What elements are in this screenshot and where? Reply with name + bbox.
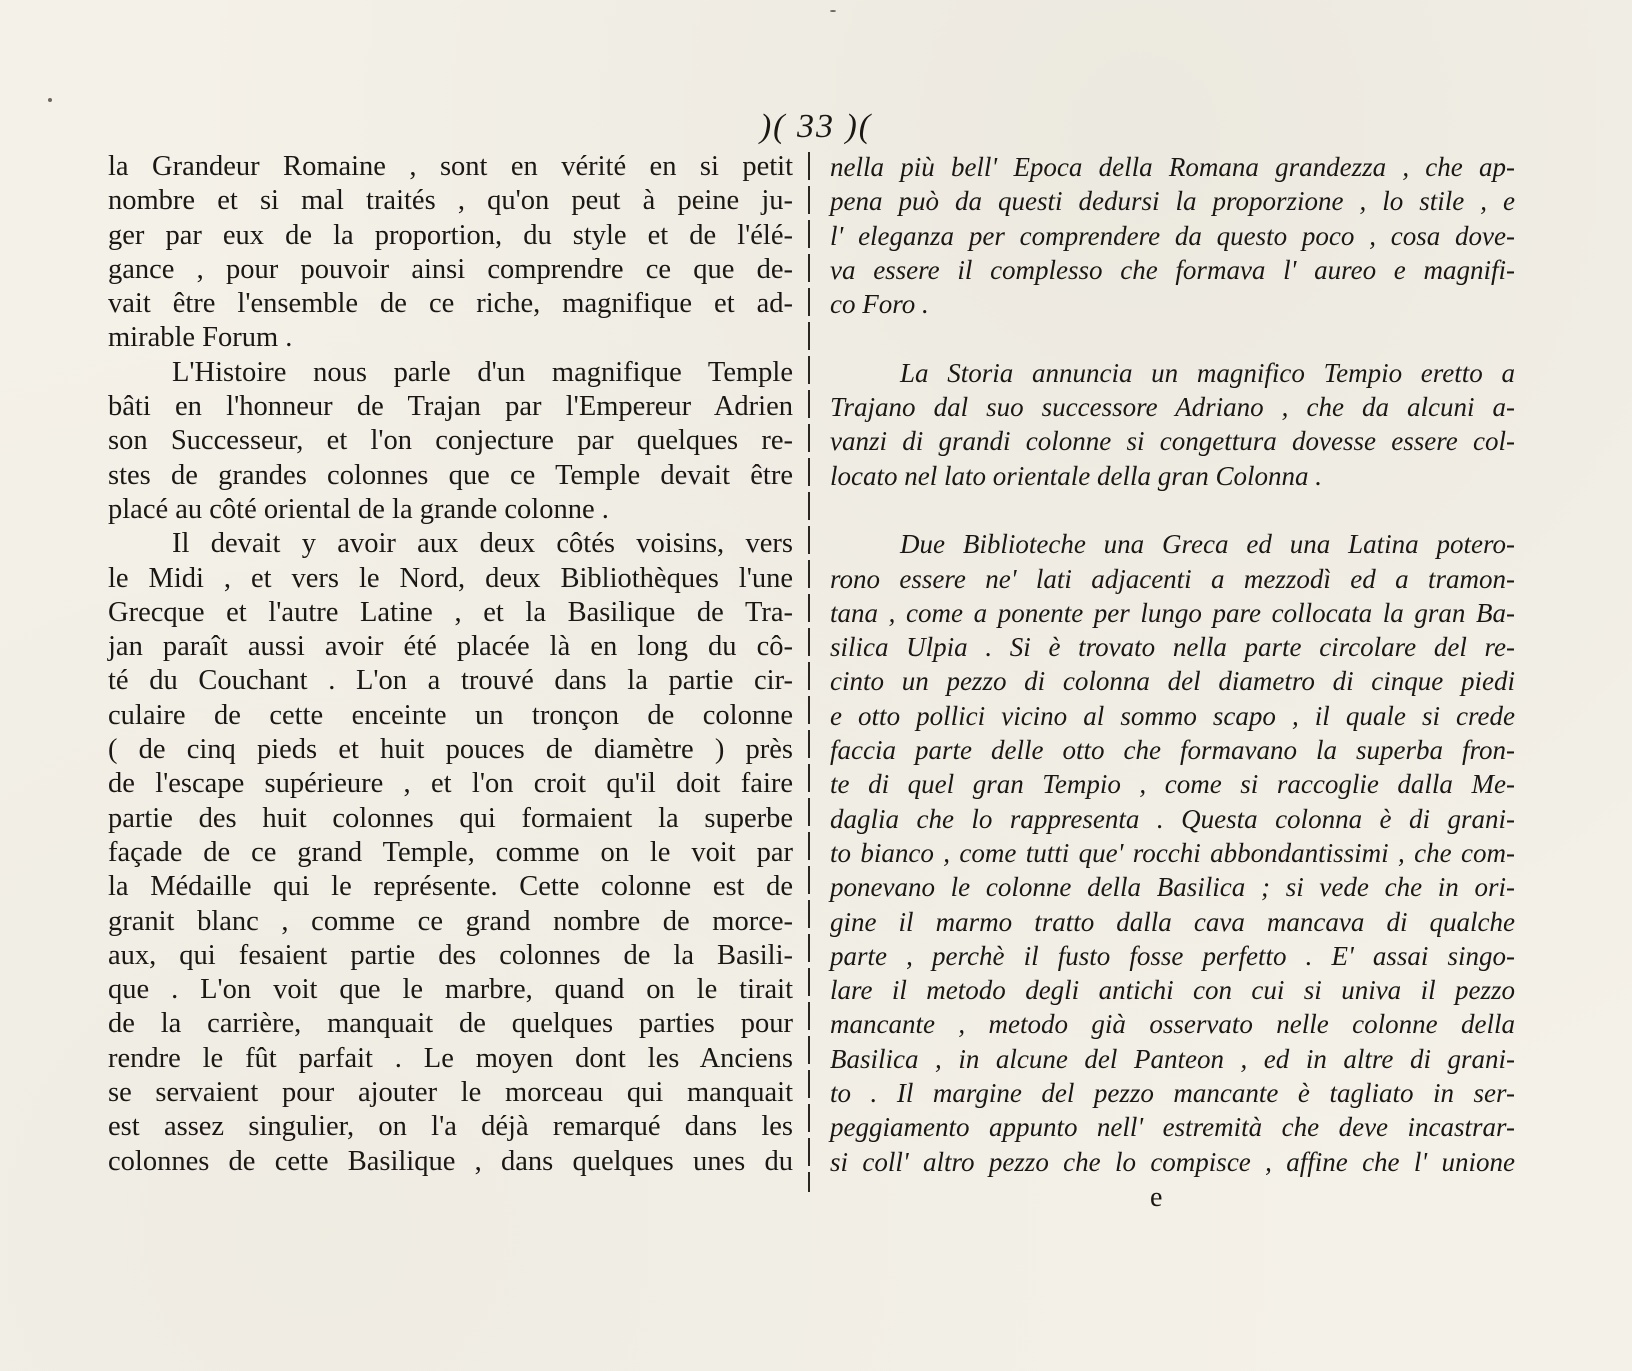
french-line: stes de grandes colonnes que ce Temple devait être (108, 459, 793, 491)
italian-line: to bianco , come tutti que' rocchi abbondantissimi , che com- (830, 837, 1515, 868)
italian-column (830, 150, 1515, 1179)
french-line: mirable Forum . (108, 322, 293, 354)
italian-line: te di quel gran Tempio , come si raccoglie dalla Me- (830, 769, 1515, 800)
french-line: colonnes de cette Basilique , dans quelques unes du (108, 1145, 793, 1177)
french-line: ( de cinq pieds et huit pouces de diamètre ) près (108, 734, 793, 766)
italian-line: ponevano le colonne della Basilica ; si vede che in ori- (830, 872, 1515, 903)
italian-line: lare il metodo degli antichi con cui si univa il pezzo (830, 975, 1515, 1006)
french-line: son Successeur, et l'on conjecture par quelques re- (108, 425, 793, 457)
french-line: est assez singulier, on l'a déjà remarqué dans les (108, 1111, 793, 1143)
italian-line: La Storia annuncia un magnifico Tempio eretto a (900, 357, 1515, 388)
french-line: la Grandeur Romaine , sont en vérité en si petit (108, 151, 793, 182)
italian-line: parte , perchè il fusto fosse perfetto . E' assai singo- (830, 940, 1515, 971)
french-line: de l'escape supérieure , et l'on croit qu'il doit faire (108, 768, 793, 800)
catchword: e (1150, 1182, 1163, 1213)
italian-line: l' eleganza per comprendere da questo poco , cosa dove- (830, 220, 1515, 251)
italian-line: to . Il margine del pezzo mancante è tagliato in ser- (830, 1078, 1515, 1109)
french-line: rendre le fût parfait . Le moyen dont les Anciens (108, 1042, 793, 1074)
french-line: gance , pour pouvoir ainsi comprendre ce que de- (108, 253, 793, 285)
italian-line: si coll' altro pezzo che lo compisce , affine che l' unione (830, 1146, 1515, 1177)
page-number: )( 33 )( (759, 108, 873, 145)
column-divider (808, 152, 810, 1192)
french-line: le Midi , et vers le Nord, deux Bibliothèques l'une (108, 562, 793, 594)
french-line: se servaient pour ajouter le morceau qui manquait (108, 1077, 793, 1109)
italian-line: mancante , metodo già osservato nelle colonne della (830, 1009, 1515, 1040)
french-line: L'Histoire nous parle d'un magnifique Temple (172, 356, 793, 388)
italian-line: pena può da questi dedursi la proporzione , lo stile , e (830, 186, 1515, 217)
french-line: que . L'on voit que le marbre, quand on le tirait (108, 974, 793, 1006)
italian-line: rono essere ne' lati adjacenti a mezzodì ed a tramon- (830, 563, 1515, 594)
french-line: aux, qui fesaient partie des colonnes de la Basili- (108, 939, 793, 971)
italian-line: nella più bell' Epoca della Romana grandezza , che ap- (830, 152, 1515, 182)
italian-line: co Foro . (830, 289, 929, 320)
italian-line: va essere il complesso che formava l' aureo e magnifi- (830, 254, 1515, 285)
italian-line: locato nel lato orientale della gran Colonna . (830, 460, 1322, 491)
italian-line: cinto un pezzo di colonna del diametro di cinque piedi (830, 666, 1515, 697)
french-line: Grecque et l'autre Latine , et la Basilique de Tra- (108, 596, 793, 628)
paragraph-gap (830, 493, 1515, 527)
french-line: la Médaille qui le représente. Cette colonne est de (108, 871, 793, 903)
italian-line: tana , come a ponente per lungo pare collocata la gran Ba- (830, 597, 1515, 628)
italian-line: Due Biblioteche una Greca ed una Latina potero- (900, 529, 1515, 560)
french-line: de la carrière, manquait de quelques parties pour (108, 1008, 793, 1040)
italian-line: peggiamento appunto nell' estremità che deve incastrar- (830, 1112, 1515, 1143)
french-line: culaire de cette enceinte un tronçon de colonne (108, 699, 793, 731)
french-column (108, 150, 793, 1179)
french-line: partie des huit colonnes qui formaient la superbe (108, 802, 793, 834)
french-line: té du Couchant . L'on a trouvé dans la partie cir- (108, 665, 793, 697)
french-line: bâti en l'honneur de Trajan par l'Empereur Adrien (108, 391, 793, 423)
italian-line: daglia che lo rappresenta . Questa colonna è di grani- (830, 803, 1515, 834)
paragraph-gap (830, 321, 1515, 355)
french-line: vait être l'ensemble de ce riche, magnifique et ad- (108, 288, 793, 320)
french-line: placé au côté oriental de la grande colonne . (108, 493, 609, 525)
french-line: ger par eux de la proportion, du style et de l'élé- (108, 219, 793, 251)
italian-line: e otto pollici vicino al sommo scapo , il quale si crede (830, 700, 1515, 731)
italian-line: gine il marmo tratto dalla cava mancava di qualche (830, 906, 1515, 937)
italian-line: vanzi di grandi colonne si congettura dovesse essere col- (830, 426, 1515, 457)
french-line: nombre et si mal traités , qu'on peut à peine ju- (108, 185, 793, 217)
italian-line: Basilica , in alcune del Panteon , ed in altre di grani- (830, 1043, 1515, 1074)
french-line: granit blanc , comme ce grand nombre de morce- (108, 905, 793, 937)
french-line: jan paraît aussi avoir été placée là en long du cô- (108, 631, 793, 663)
french-line: façade de ce grand Temple, comme on le voit par (108, 836, 793, 868)
paper-speck (830, 10, 836, 12)
french-line: Il devait y avoir aux deux côtés voisins, vers (172, 528, 793, 560)
italian-line: Trajano dal suo successore Adriano , che da alcuni a- (830, 392, 1515, 423)
italian-line: silica Ulpia . Si è trovato nella parte circolare del re- (830, 632, 1515, 663)
paper-speck (48, 98, 52, 102)
italian-line: faccia parte delle otto che formavano la superba fron- (830, 735, 1515, 766)
